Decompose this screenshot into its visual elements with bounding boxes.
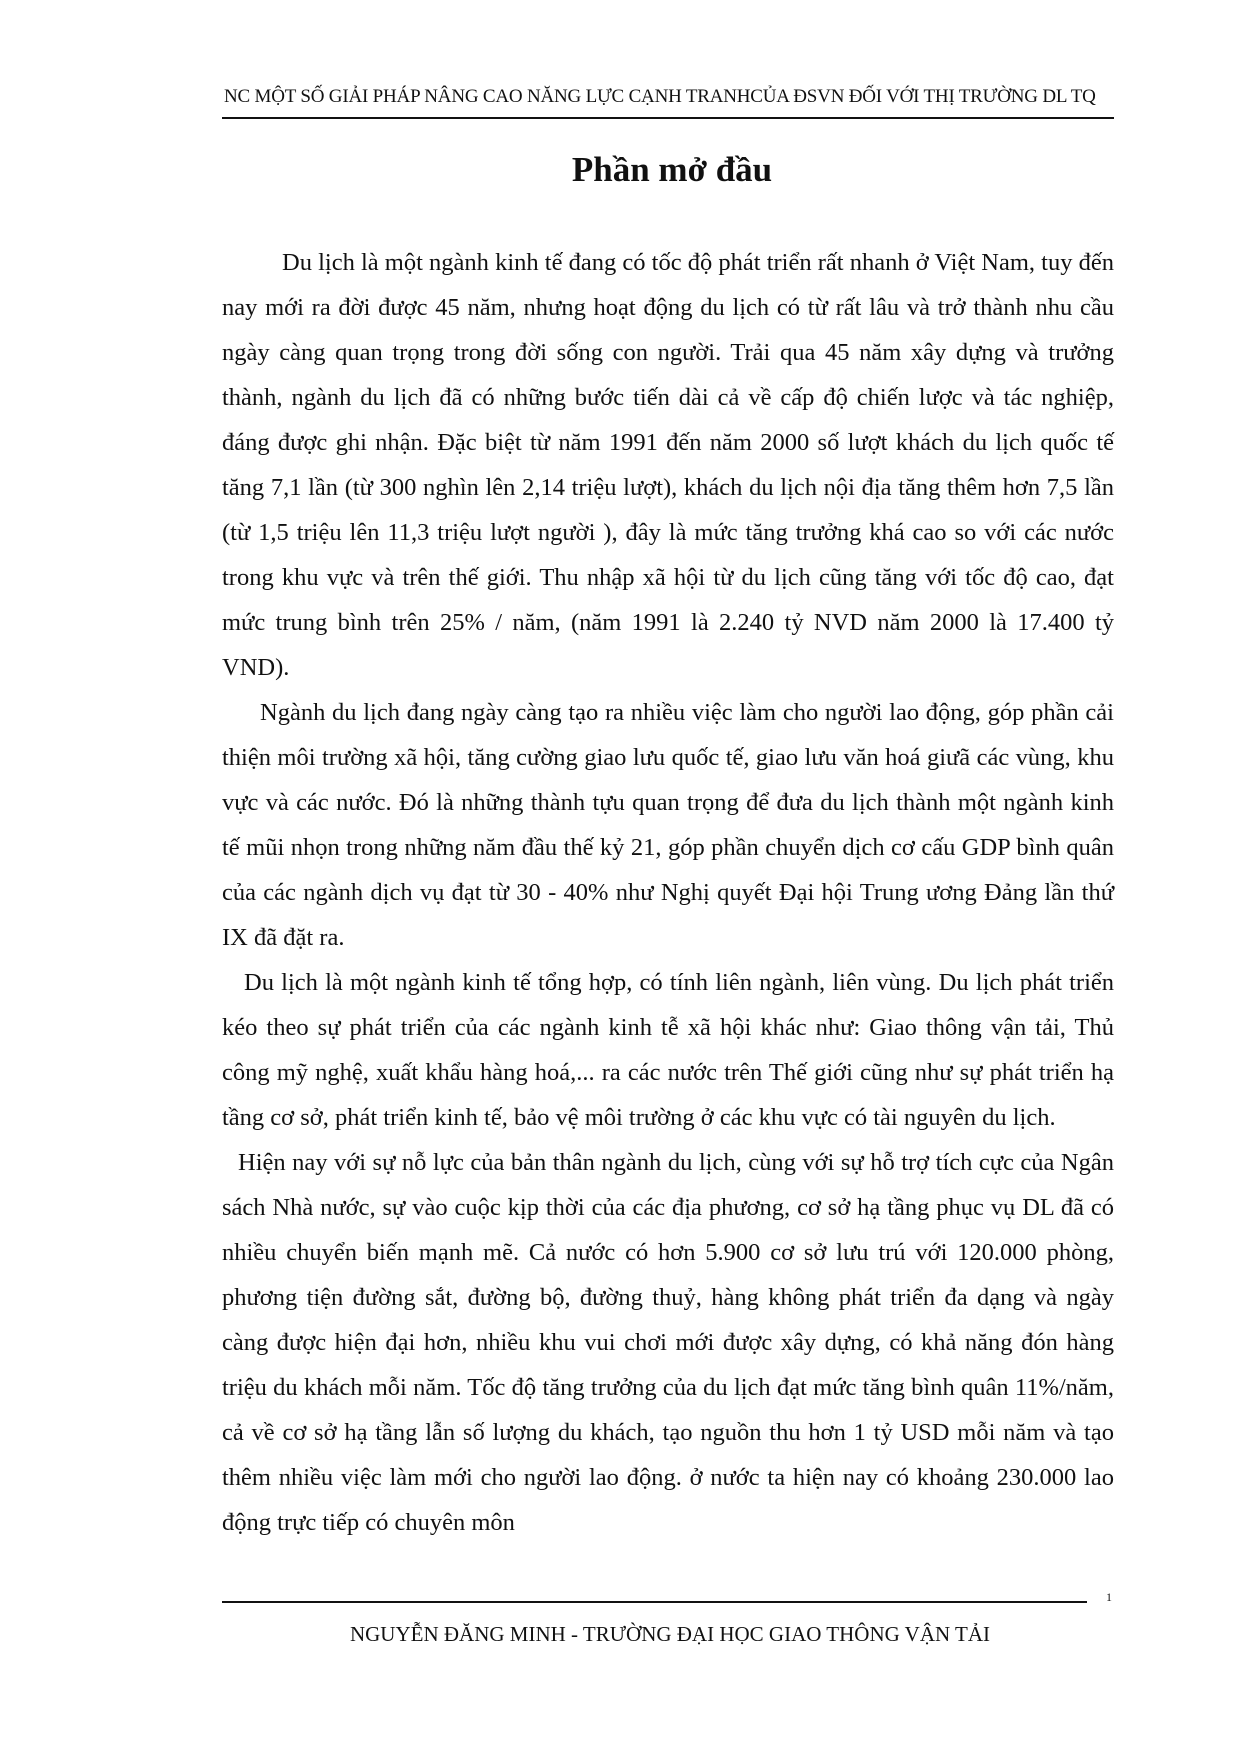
- footer-divider: [222, 1601, 1087, 1603]
- header-divider: [222, 117, 1114, 119]
- paragraph: Hiện nay với sự nỗ lực của bản thân ngành du lịch, cùng với sự hỗ trợ tích cực của Ngân sách Nhà nước, sự vào cuộc kịp thời của các địa phương, cơ sở hạ tầng phục vụ DL đã có nhiều chuyển biến mạnh mẽ. Cả nước có hơn 5.900 cơ sở lưu trú với 120.000 phòng, phương tiện đường sắt, đường bộ, đường thuỷ, hàng không phát triển đa dạng và ngày càng được hiện đại hơn, nhiều khu vui chơi mới được xây dựng, có khả năng đón hàng triệu du khách mỗi năm. Tốc độ tăng trưởng của du lịch đạt mức tăng bình quân 11%/năm, cả về cơ sở hạ tầng lẫn số lượng du khách, tạo nguồn thu hơn 1 tỷ USD mỗi năm và tạo thêm nhiều việc làm mới cho người lao động. ở nước ta hiện nay có khoảng 230.000 lao động trực tiếp có chuyên môn: [222, 1149, 1114, 1536]
- page-number: 1: [1106, 1590, 1112, 1604]
- body-text: [222, 240, 1114, 1545]
- paragraph: Ngành du lịch đang ngày càng tạo ra nhiều việc làm cho người lao động, góp phần cải thiện môi trường xã hội, tăng cường giao lưu quốc tế, giao lưu văn hoá giưã các vùng, khu vực và các nước. Đó là những thành tựu quan trọng để đưa du lịch thành một ngành kinh tế mũi nhọn trong những năm đầu thế kỷ 21, góp phần chuyển dịch cơ cấu GDP bình quân của các ngành dịch vụ đạt từ 30 - 40% như Nghị quyết Đại hội Trung ương Đảng lần thứ IX đã đặt ra.: [222, 699, 1114, 951]
- paragraph: Du lịch là một ngành kinh tế tổng hợp, có tính liên ngành, liên vùng. Du lịch phát triển kéo theo sự phát triển của các ngành kinh tễ xã hội khác như: Giao thông vận tải, Thủ công mỹ nghệ, xuất khẩu hàng hoá,... ra các nước trên Thế giới cũng như sự phát triển hạ tầng cơ sở, phát triển kinh tế, bảo vệ môi trường ở các khu vực có tài nguyên du lịch.: [222, 969, 1114, 1131]
- running-footer: NGUYỄN ĐĂNG MINH - TRƯỜNG ĐẠI HỌC GIAO THÔNG VẬN TẢI: [349, 1622, 991, 1646]
- running-header: NC MỘT SỐ GIẢI PHÁP NÂNG CAO NĂNG LỰC CẠNH TRANHCỦA ĐSVN ĐỐI VỚI THỊ TRƯỜNG DL TQ: [224, 86, 1096, 107]
- paragraph: Du lịch là một ngành kinh tế đang có tốc độ phát triển rất nhanh ở Việt Nam, tuy đến nay mới ra đời được 45 năm, nhưng hoạt động du lịch có từ rất lâu và trở thành nhu cầu ngày càng quan trọng trong đời sống con người. Trải qua 45 năm xây dựng và trưởng thành, ngành du lịch đã có những bước tiến dài cả về cấp độ chiến lược và tác nghiệp, đáng được ghi nhận. Đặc biệt từ năm 1991 đến năm 2000 số lượt khách du lịch quốc tế tăng 7,1 lần (từ 300 nghìn lên 2,14 triệu lượt), khách du lịch nội địa tăng thêm hơn 7,5 lần (từ 1,5 triệu lên 11,3 triệu lượt người ), đây là mức tăng trưởng khá cao so với các nước trong khu vực và trên thế giới. Thu nhập xã hội từ du lịch cũng tăng với tốc độ cao, đạt mức trung bình trên 25% / năm, (năm 1991 là 2.240 tỷ NVD năm 2000 là 17.400 tỷ VND).: [222, 249, 1114, 681]
- page-title: Phần mở đầu: [571, 150, 773, 189]
